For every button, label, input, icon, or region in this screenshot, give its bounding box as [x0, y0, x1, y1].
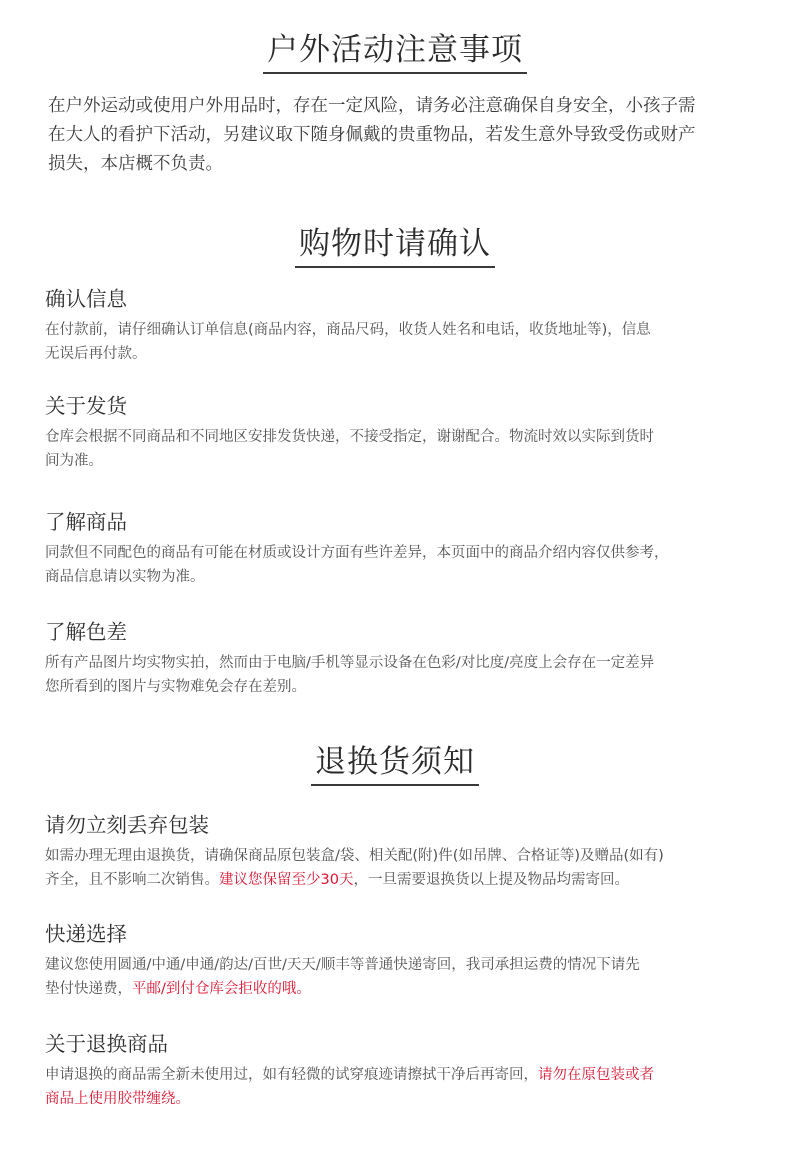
outdoor-intro-line: 在大人的看护下活动，另建议取下随身佩戴的贵重物品，若发生意外导致受伤或财产: [48, 125, 696, 145]
paragraph-return-goods: [45, 1063, 760, 1111]
section-title-returns-text: 退换货须知: [311, 742, 479, 786]
paragraph-line: [45, 977, 760, 1001]
paragraph-line: 如需办理无理由退换货，请确保商品原包装盒/袋、相关配(附)件(如吊牌、合格证等)及赠品(如有): [45, 848, 664, 864]
paragraph-courier: [45, 953, 760, 1001]
heading-keep-packaging: 请勿立刻丢弃包装: [45, 813, 209, 837]
section-title-confirm: [0, 224, 790, 268]
heading-confirm-info: 确认信息: [45, 287, 127, 311]
heading-return-goods: 关于退换商品: [45, 1032, 168, 1056]
paragraph-line: 商品信息请以实物为准。: [45, 569, 205, 585]
paragraph-line: [45, 868, 760, 892]
heading-product: 了解商品: [45, 510, 127, 534]
heading-shipping: 关于发货: [45, 394, 127, 418]
highlight-text: 平邮/到付仓库会拒收的哦。: [132, 981, 311, 997]
outdoor-intro-line: 在户外运动或使用户外用品时，存在一定风险，请务必注意确保自身安全，小孩子需: [48, 96, 696, 116]
paragraph-color-diff: [45, 651, 760, 699]
section-title-confirm-text: 购物时请确认: [295, 224, 495, 268]
paragraph-text: 齐全，且不影响二次销售。: [45, 872, 219, 888]
paragraph-keep-packaging: [45, 844, 760, 892]
paragraph-line: 间为准。: [45, 453, 103, 469]
paragraph-text: 申请退换的商品需全新未使用过，如有轻微的试穿痕迹请擦拭干净后再寄回，: [45, 1067, 538, 1083]
paragraph-line: 无误后再付款。: [45, 346, 147, 362]
highlight-text: 请勿在原包装或者: [538, 1067, 654, 1083]
paragraph-line: [45, 1087, 760, 1111]
section-title-outdoor-text: 户外活动注意事项: [263, 30, 527, 74]
paragraph-line: 您所看到的图片与实物难免会存在差别。: [45, 679, 306, 695]
paragraph-shipping: [45, 425, 760, 473]
paragraph-line: [45, 1063, 760, 1087]
paragraph-line: 所有产品图片均实物实拍，然而由于电脑/手机等显示设备在色彩/对比度/亮度上会存在一定差异: [45, 655, 655, 671]
section-title-returns: [0, 742, 790, 786]
paragraph-line: 在付款前，请仔细确认订单信息(商品内容，商品尺码，收货人姓名和电话，收货地址等)，信息: [45, 322, 651, 338]
paragraph-line: 建议您使用圆通/中通/申通/韵达/百世/天天/顺丰等普通快递寄回，我司承担运费的情况下请先: [45, 957, 640, 973]
outdoor-intro: [48, 92, 758, 179]
section-title-outdoor: [0, 30, 790, 74]
paragraph-text: ，一旦需要退换货以上提及物品均需寄回。: [353, 872, 629, 888]
outdoor-intro-line: 损失，本店概不负责。: [48, 154, 223, 174]
paragraph-product: [45, 541, 760, 589]
highlight-text: 商品上使用胶带缠绕。: [45, 1091, 190, 1107]
heading-courier: 快递选择: [45, 922, 127, 946]
heading-color-diff: 了解色差: [45, 620, 127, 644]
paragraph-confirm-info: [45, 318, 760, 366]
paragraph-line: 仓库会根据不同商品和不同地区安排发货快递，不接受指定，谢谢配合。物流时效以实际到货时: [45, 429, 654, 445]
highlight-text: 建议您保留至少30天: [219, 872, 354, 888]
paragraph-line: 同款但不同配色的商品有可能在材质或设计方面有些许差异，本页面中的商品介绍内容仅供参考，: [45, 545, 669, 561]
paragraph-text: 垫付快递费，: [45, 981, 132, 997]
